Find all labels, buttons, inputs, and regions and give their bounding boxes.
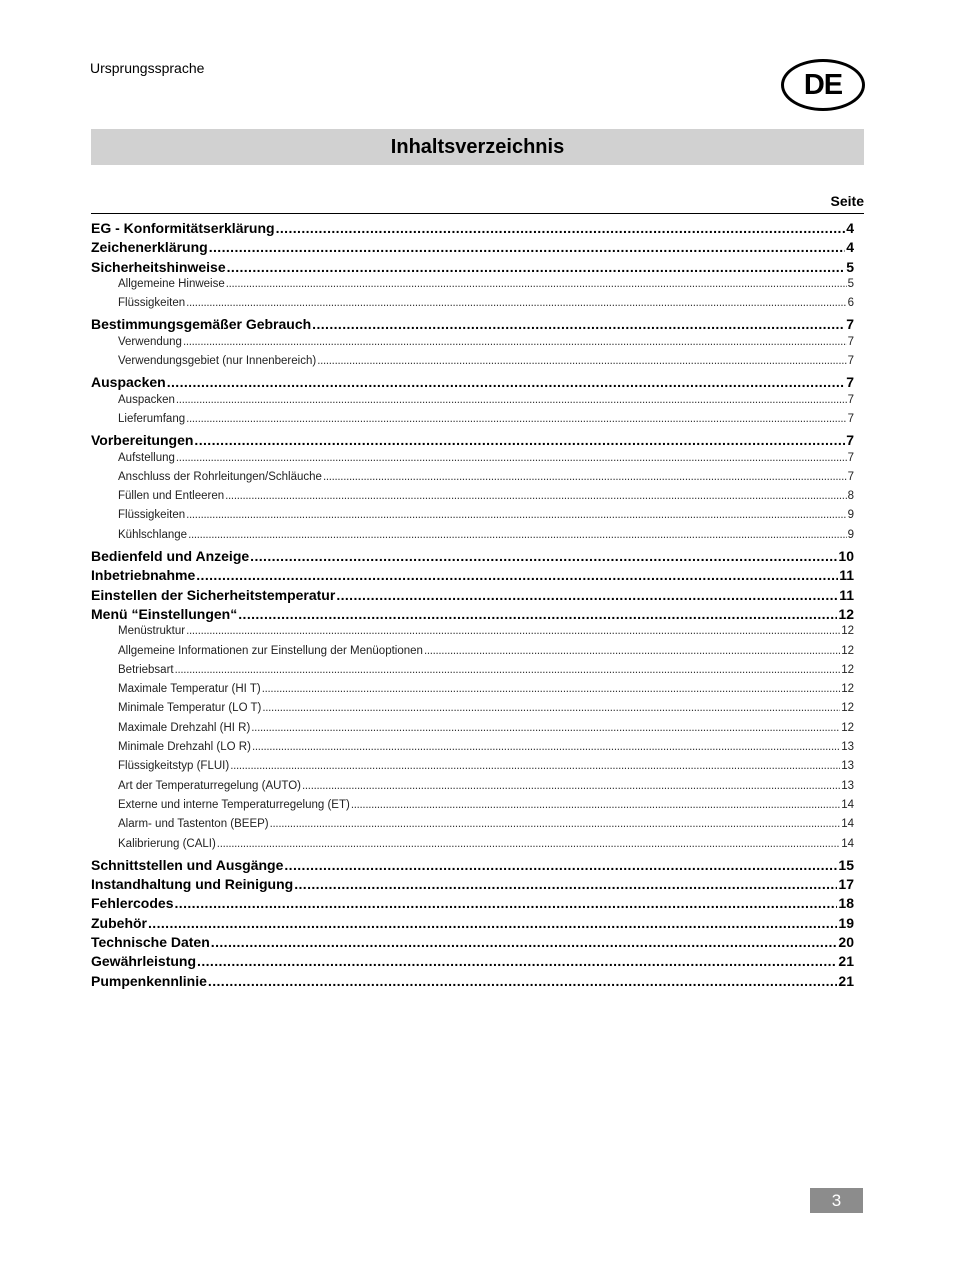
toc-entry-page: 12 [841,702,854,715]
toc-entry-page: 9 [847,528,854,541]
title-bar [91,129,864,165]
toc-entry-title: Technische Daten [91,933,210,950]
toc-entry-page: 12 [841,625,854,638]
dot-leader [251,722,840,734]
dot-leader [194,432,845,448]
toc-entry-title: Inbetriebnahme [91,567,196,584]
page-title: Inhaltsverzeichnis [390,135,565,158]
dot-leader [424,645,840,657]
toc-entry[interactable] [91,915,854,934]
dot-leader [208,973,838,989]
dot-leader [262,683,840,695]
toc-entry-page: 12 [841,663,854,676]
toc-entry[interactable] [91,857,854,876]
toc-entry[interactable] [91,934,854,953]
toc-subentry[interactable] [91,490,854,509]
dot-leader [148,915,837,931]
toc-entry[interactable] [91,973,854,992]
toc-entry-title: Auspacken [91,374,166,391]
toc-entry-page: 19 [838,914,854,931]
dot-leader [183,336,847,348]
dot-leader [317,355,846,367]
dot-leader [252,741,840,753]
toc-entry-page: 18 [838,895,854,912]
toc-subentry[interactable] [91,780,854,799]
toc-subentry[interactable] [91,818,854,837]
toc-entry[interactable] [91,895,854,914]
toc-entry-title: Fehlercodes [91,895,174,912]
toc-entry-page: 21 [838,972,854,989]
toc-entry-title: Bestimmungsgemäßer Gebrauch [91,316,312,333]
toc-entry-title: Aufstellung [118,451,175,464]
toc-entry-title: Lieferumfang [118,412,186,425]
toc-subentry[interactable] [91,625,854,644]
toc-entry-title: Zeichenerklärung [91,239,208,256]
toc-entry-title: Gewährleistung [91,953,197,970]
toc-entry-title: Sicherheitshinweise [91,258,226,275]
toc-entry-page: 12 [838,605,854,622]
toc-subentry[interactable] [91,471,854,490]
dot-leader [284,857,837,873]
toc-entry-title: Art der Temperaturregelung (AUTO) [118,779,302,792]
toc-entry[interactable] [91,953,854,972]
toc-entry[interactable] [91,876,854,895]
dot-leader [186,297,846,309]
language-badge: DE [781,59,865,111]
toc-entry-title: Menü “Einstellungen“ [91,605,238,622]
dot-leader [196,567,838,583]
toc-subentry[interactable] [91,297,854,316]
toc-entry-page: 14 [841,798,854,811]
toc-entry-title: Minimale Drehzahl (LO R) [118,741,251,754]
toc-entry[interactable] [91,220,854,239]
toc-subentry[interactable] [91,355,854,374]
dot-leader [211,934,838,950]
toc-subentry[interactable] [91,413,854,432]
toc-entry-title: Kühlschlange [118,528,188,541]
toc-entry-title: Schnittstellen und Ausgänge [91,856,284,873]
toc-entry-page: 11 [839,567,854,584]
toc-entry-page: 7 [847,393,854,406]
toc-entry-page: 6 [847,297,854,310]
toc-subentry[interactable] [91,509,854,528]
toc-entry[interactable] [91,548,854,567]
dot-leader [323,471,847,483]
toc-entry[interactable] [91,374,854,393]
dot-leader [176,452,847,464]
toc-subentry[interactable] [91,683,854,702]
dot-leader [226,278,847,290]
toc-subentry[interactable] [91,741,854,760]
toc-subentry[interactable] [91,452,854,471]
dot-leader [197,953,837,969]
toc-subentry[interactable] [91,529,854,548]
dot-leader [238,606,837,622]
toc-subentry[interactable] [91,838,854,857]
toc-entry-page: 7 [847,412,854,425]
toc-entry-title: Zubehör [91,914,147,931]
toc-entry-page: 12 [841,721,854,734]
toc-entry-title: EG - Konformitätserklärung [91,220,275,236]
toc-entry[interactable] [91,606,854,625]
toc-entry-title: Flüssigkeiten [118,297,186,310]
toc-entry-title: Instandhaltung und Reinigung [91,876,294,893]
dot-leader [336,587,838,603]
dot-leader [217,838,840,850]
toc-entry-title: Füllen und Entleeren [118,490,225,503]
dot-leader [174,895,837,911]
dot-leader [186,413,846,425]
toc-subentry[interactable] [91,278,854,297]
toc-entry-title: Allgemeine Hinweise [118,277,225,290]
toc-entry-title: Minimale Temperatur (LO T) [118,702,262,715]
dot-leader [175,664,841,676]
toc-entry-page: 7 [847,335,854,348]
dot-leader [186,509,846,521]
toc-subentry[interactable] [91,702,854,721]
dot-leader [262,702,840,714]
toc-subentry[interactable] [91,645,854,664]
toc-entry-page: 8 [847,490,854,503]
toc-entry-page: 14 [841,837,854,850]
dot-leader [176,394,847,406]
toc-entry-title: Allgemeine Informationen zur Einstellung der Menüoptionen [118,644,423,657]
toc-entry-page: 9 [847,509,854,522]
toc-entry-page: 15 [838,856,854,873]
dot-leader [351,799,840,811]
toc-entry-page: 5 [847,277,854,290]
toc-entry-page: 7 [846,432,854,449]
toc-entry-title: Externe und interne Temperaturregelung (ET) [118,798,350,811]
toc-entry-title: Auspacken [118,393,175,406]
dot-leader [186,625,840,637]
toc-entry-title: Pumpenkennlinie [91,972,207,989]
toc-entry-title: Bedienfeld und Anzeige [91,548,250,565]
toc-entry-title: Alarm- und Tastenton (BEEP) [118,818,269,831]
toc-subentry[interactable] [91,799,854,818]
header-divider [91,213,864,214]
toc-entry-page: 7 [846,316,854,333]
toc-subentry[interactable] [91,394,854,413]
dot-leader [276,220,846,236]
toc-entry[interactable] [91,259,854,278]
dot-leader [227,259,846,275]
dot-leader [225,490,846,502]
dot-leader [250,548,837,564]
toc-entry-page: 7 [846,374,854,391]
toc-entry-page: 7 [847,470,854,483]
toc-entry-page: 13 [841,779,854,792]
toc-entry[interactable] [91,432,854,451]
toc-entry-title: Verwendungsgebiet (nur Innenbereich) [118,355,317,368]
toc-entry-page: 14 [841,818,854,831]
toc-entry-title: Einstellen der Sicherheitstemperatur [91,586,336,603]
toc-subentry[interactable] [91,336,854,355]
toc-entry-title: Maximale Drehzahl (HI R) [118,721,251,734]
toc-entry-page: 20 [838,933,854,950]
toc-entry-title: Anschluss der Rohrleitungen/Schläuche [118,470,322,483]
toc-entry[interactable] [91,567,854,586]
toc-entry-title: Kalibrierung (CALI) [118,837,216,850]
toc-subentry[interactable] [91,722,854,741]
toc-entry-page: 12 [841,644,854,657]
toc-entry-page: 7 [847,355,854,368]
toc-entry-page: 13 [841,760,854,773]
toc-entry-title: Vorbereitungen [91,432,194,449]
toc-entry-title: Maximale Temperatur (HI T) [118,683,261,696]
toc-entry-page: 12 [841,683,854,696]
dot-leader [312,316,845,332]
dot-leader [188,529,847,541]
toc-entry[interactable] [91,239,854,258]
toc-entry-page: 11 [839,586,854,603]
toc-entry[interactable] [91,316,854,335]
toc-entry-title: Flüssigkeiten [118,509,186,522]
dot-leader [230,760,840,772]
toc-subentry[interactable] [91,760,854,779]
toc-entry-page: 7 [847,451,854,464]
dot-leader [294,876,837,892]
dot-leader [270,818,841,830]
dot-leader [209,239,846,255]
toc-entry[interactable] [91,587,854,606]
toc-entry-page: 21 [838,953,854,970]
dot-leader [302,780,840,792]
toc-entry-page: 5 [846,258,854,275]
table-of-contents [91,220,854,992]
toc-entry-page: 4 [846,220,854,236]
toc-entry-page: 4 [846,239,854,256]
origin-language-label: Ursprungssprache [90,60,205,76]
toc-entry-title: Flüssigkeitstyp (FLUI) [118,760,230,773]
toc-subentry[interactable] [91,664,854,683]
dot-leader [167,374,846,390]
toc-entry-page: 10 [838,548,854,565]
page-column-label: Seite [830,193,864,209]
toc-entry-title: Betriebsart [118,663,174,676]
toc-entry-page: 13 [841,741,854,754]
toc-entry-page: 17 [838,876,854,893]
page-number: 3 [810,1188,863,1213]
toc-entry-title: Verwendung [118,335,182,348]
toc-entry-title: Menüstruktur [118,625,186,638]
